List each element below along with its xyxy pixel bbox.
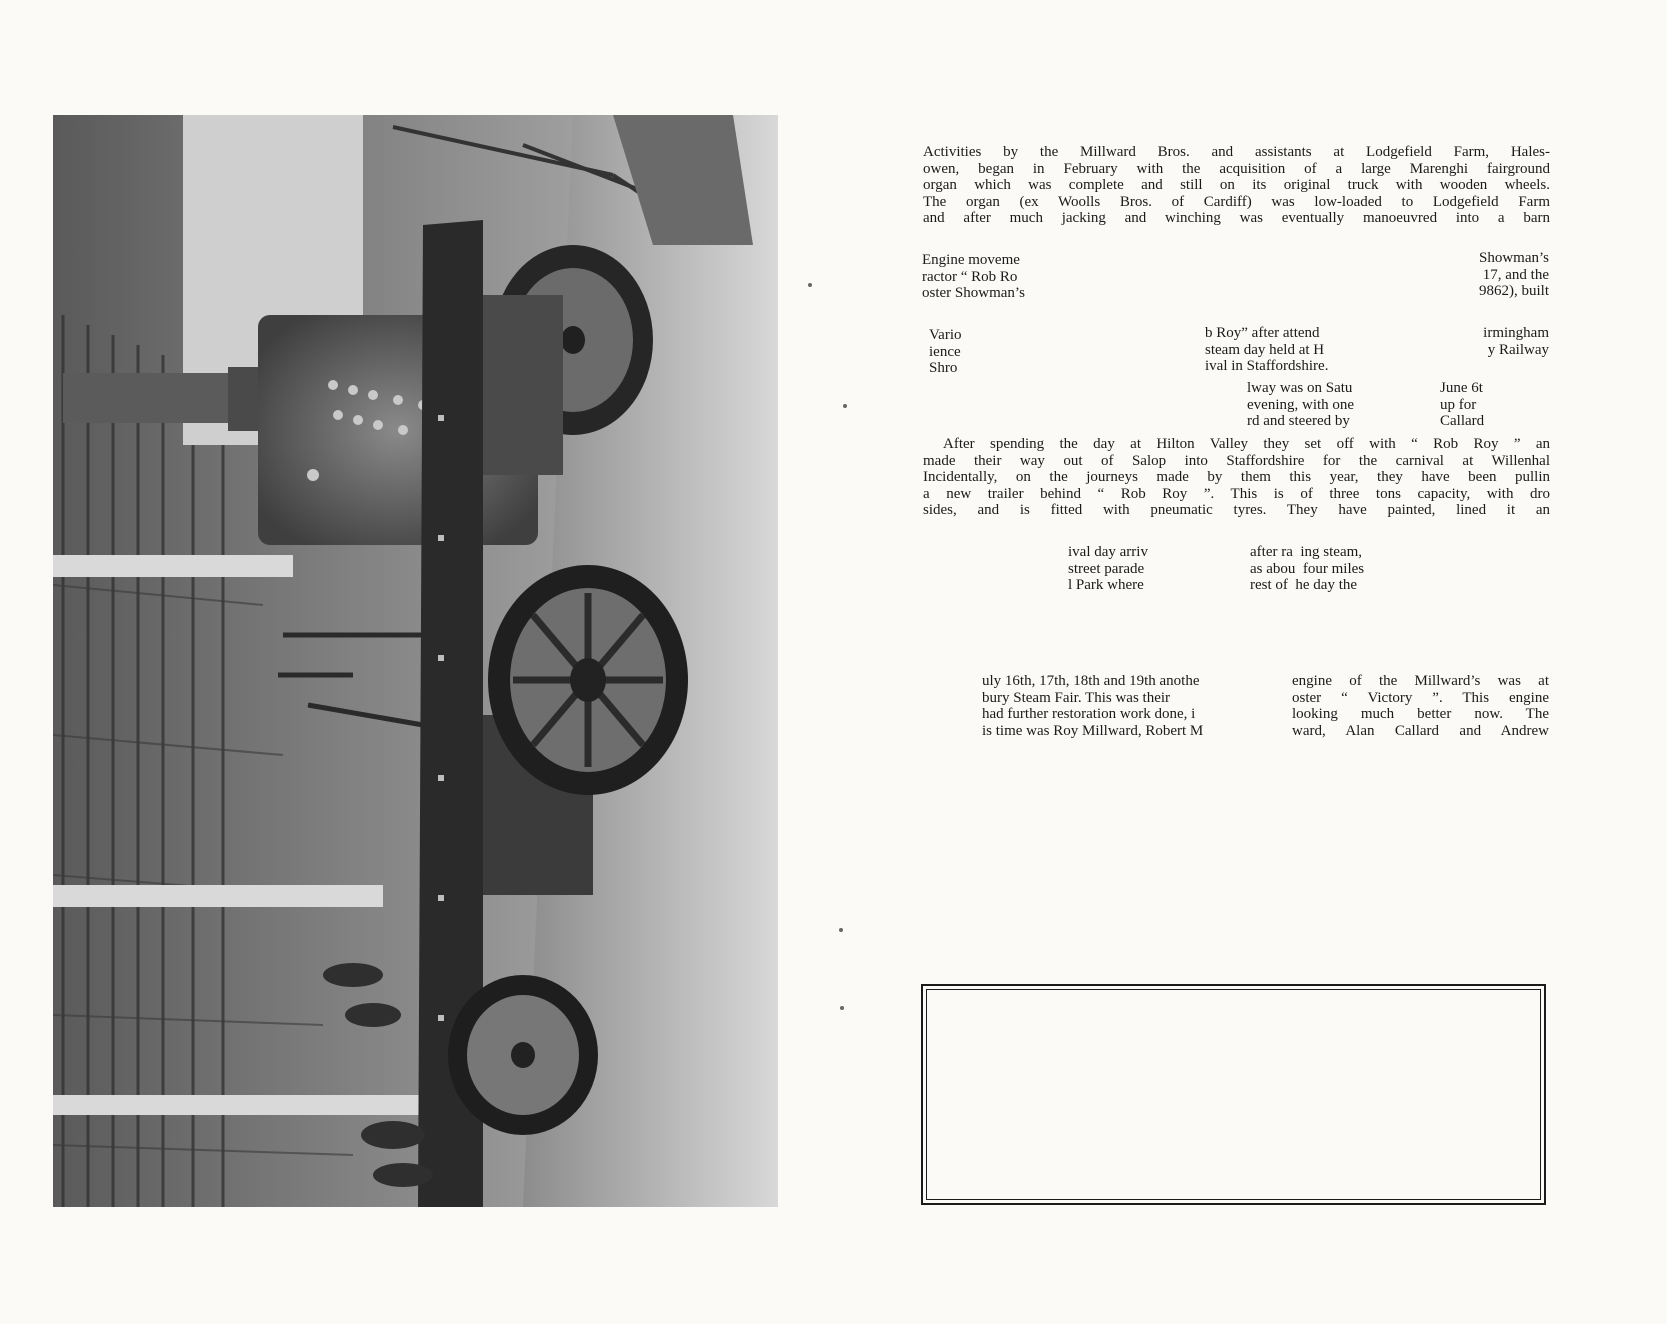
scan-speck [839, 928, 843, 932]
text-line: ractor “ Rob Ro [922, 268, 1018, 285]
text-line: ience [929, 343, 961, 360]
text-line: Incidentally, on the journeys made by them this year, they have been pullin [923, 469, 1550, 486]
text-line: l Park where [1068, 577, 1144, 594]
text-line: ward, Alan Callard and Andrew [1292, 722, 1549, 739]
text-line: June 6t [1440, 380, 1483, 396]
text-line: The organ (ex Woolls Bros. of Cardiff) was low-loaded to Lodgefield Farm [923, 193, 1550, 210]
text-fragment [1250, 544, 1420, 594]
text-line: 9862), built [1479, 283, 1549, 300]
text-line: steam day held at H [1205, 341, 1325, 358]
text-line: 17, and the [1482, 266, 1549, 283]
text-line: looking much better now. The [1292, 706, 1549, 723]
text-line: sides, and is fitted with pneumatic tyres. They have painted, lined it an [923, 502, 1550, 519]
text-fragment [1438, 250, 1549, 300]
text-line: y Railway [1487, 341, 1549, 358]
article-paragraph-2 [923, 436, 1550, 519]
text-line: had further restoration work done, i [982, 706, 1196, 723]
text-fragment [1437, 325, 1549, 358]
text-line: organ which was complete and still on its original truck with wooden wheels. [923, 177, 1550, 194]
text-line: engine of the Millward’s was at [1292, 673, 1549, 689]
text-line: after ra ing steam, [1250, 544, 1363, 560]
text-line: made their way out of Salop into Staffordshire for the carnival at Willenhal [923, 452, 1550, 469]
text-line: Activities by the Millward Bros. and assistants at Lodgefield Farm, Hales- [923, 144, 1550, 160]
article-paragraph-1 [923, 144, 1550, 227]
text-line: oster “ Victory ”. This engine [1292, 689, 1549, 706]
text-line: a new trailer behind “ Rob Roy ”. This is of three tons capacity, with dro [923, 485, 1550, 502]
text-line: lway was on Satu [1247, 380, 1353, 396]
text-fragment [1205, 325, 1385, 375]
text-line: After spending the day at Hilton Valley they set off with “ Rob Roy ” an [943, 436, 1550, 452]
text-line: street parade [1068, 560, 1145, 577]
text-line: Showman’s [1478, 250, 1549, 266]
text-line: ival in Staffordshire. [1205, 358, 1329, 375]
text-line: oster Showman’s [922, 285, 1025, 302]
scan-speck [843, 404, 847, 408]
frame-inner-border [926, 989, 1541, 1200]
text-line: uly 16th, 17th, 18th and 19th anothe [982, 673, 1200, 689]
text-line: up for [1440, 396, 1477, 413]
scan-speck [840, 1006, 844, 1010]
text-fragment [1068, 544, 1188, 594]
text-line: Vario [929, 327, 962, 343]
text-line: owen, began in February with the acquisition of a large Marenghi fairground [923, 160, 1550, 177]
text-line: irmingham [1483, 325, 1549, 341]
text-line: evening, with one [1247, 396, 1355, 413]
text-fragment [1440, 380, 1510, 430]
text-fragment [1292, 673, 1549, 739]
text-fragment [922, 252, 1072, 302]
text-fragment [929, 327, 989, 377]
empty-frame-box [921, 984, 1546, 1205]
text-line: Callard [1440, 413, 1485, 430]
text-line: as abou four miles [1250, 560, 1365, 577]
text-line: rd and steered by [1247, 413, 1350, 430]
text-line: Shro [929, 360, 958, 377]
steam-tractor-photo [53, 115, 778, 1207]
text-line: is time was Roy Millward, Robert M [982, 722, 1204, 739]
text-fragment [1247, 380, 1392, 430]
text-line: bury Steam Fair. This was their [982, 689, 1171, 706]
scan-speck [808, 283, 812, 287]
text-fragment [982, 673, 1282, 739]
text-line: Engine moveme [922, 252, 1020, 268]
text-line: b Roy” after attend [1205, 325, 1320, 341]
text-line: and after much jacking and winching was eventually manoeuvred into a barn [923, 210, 1550, 227]
text-line: rest of he day the [1250, 577, 1358, 594]
text-line: ival day arriv [1068, 544, 1148, 560]
